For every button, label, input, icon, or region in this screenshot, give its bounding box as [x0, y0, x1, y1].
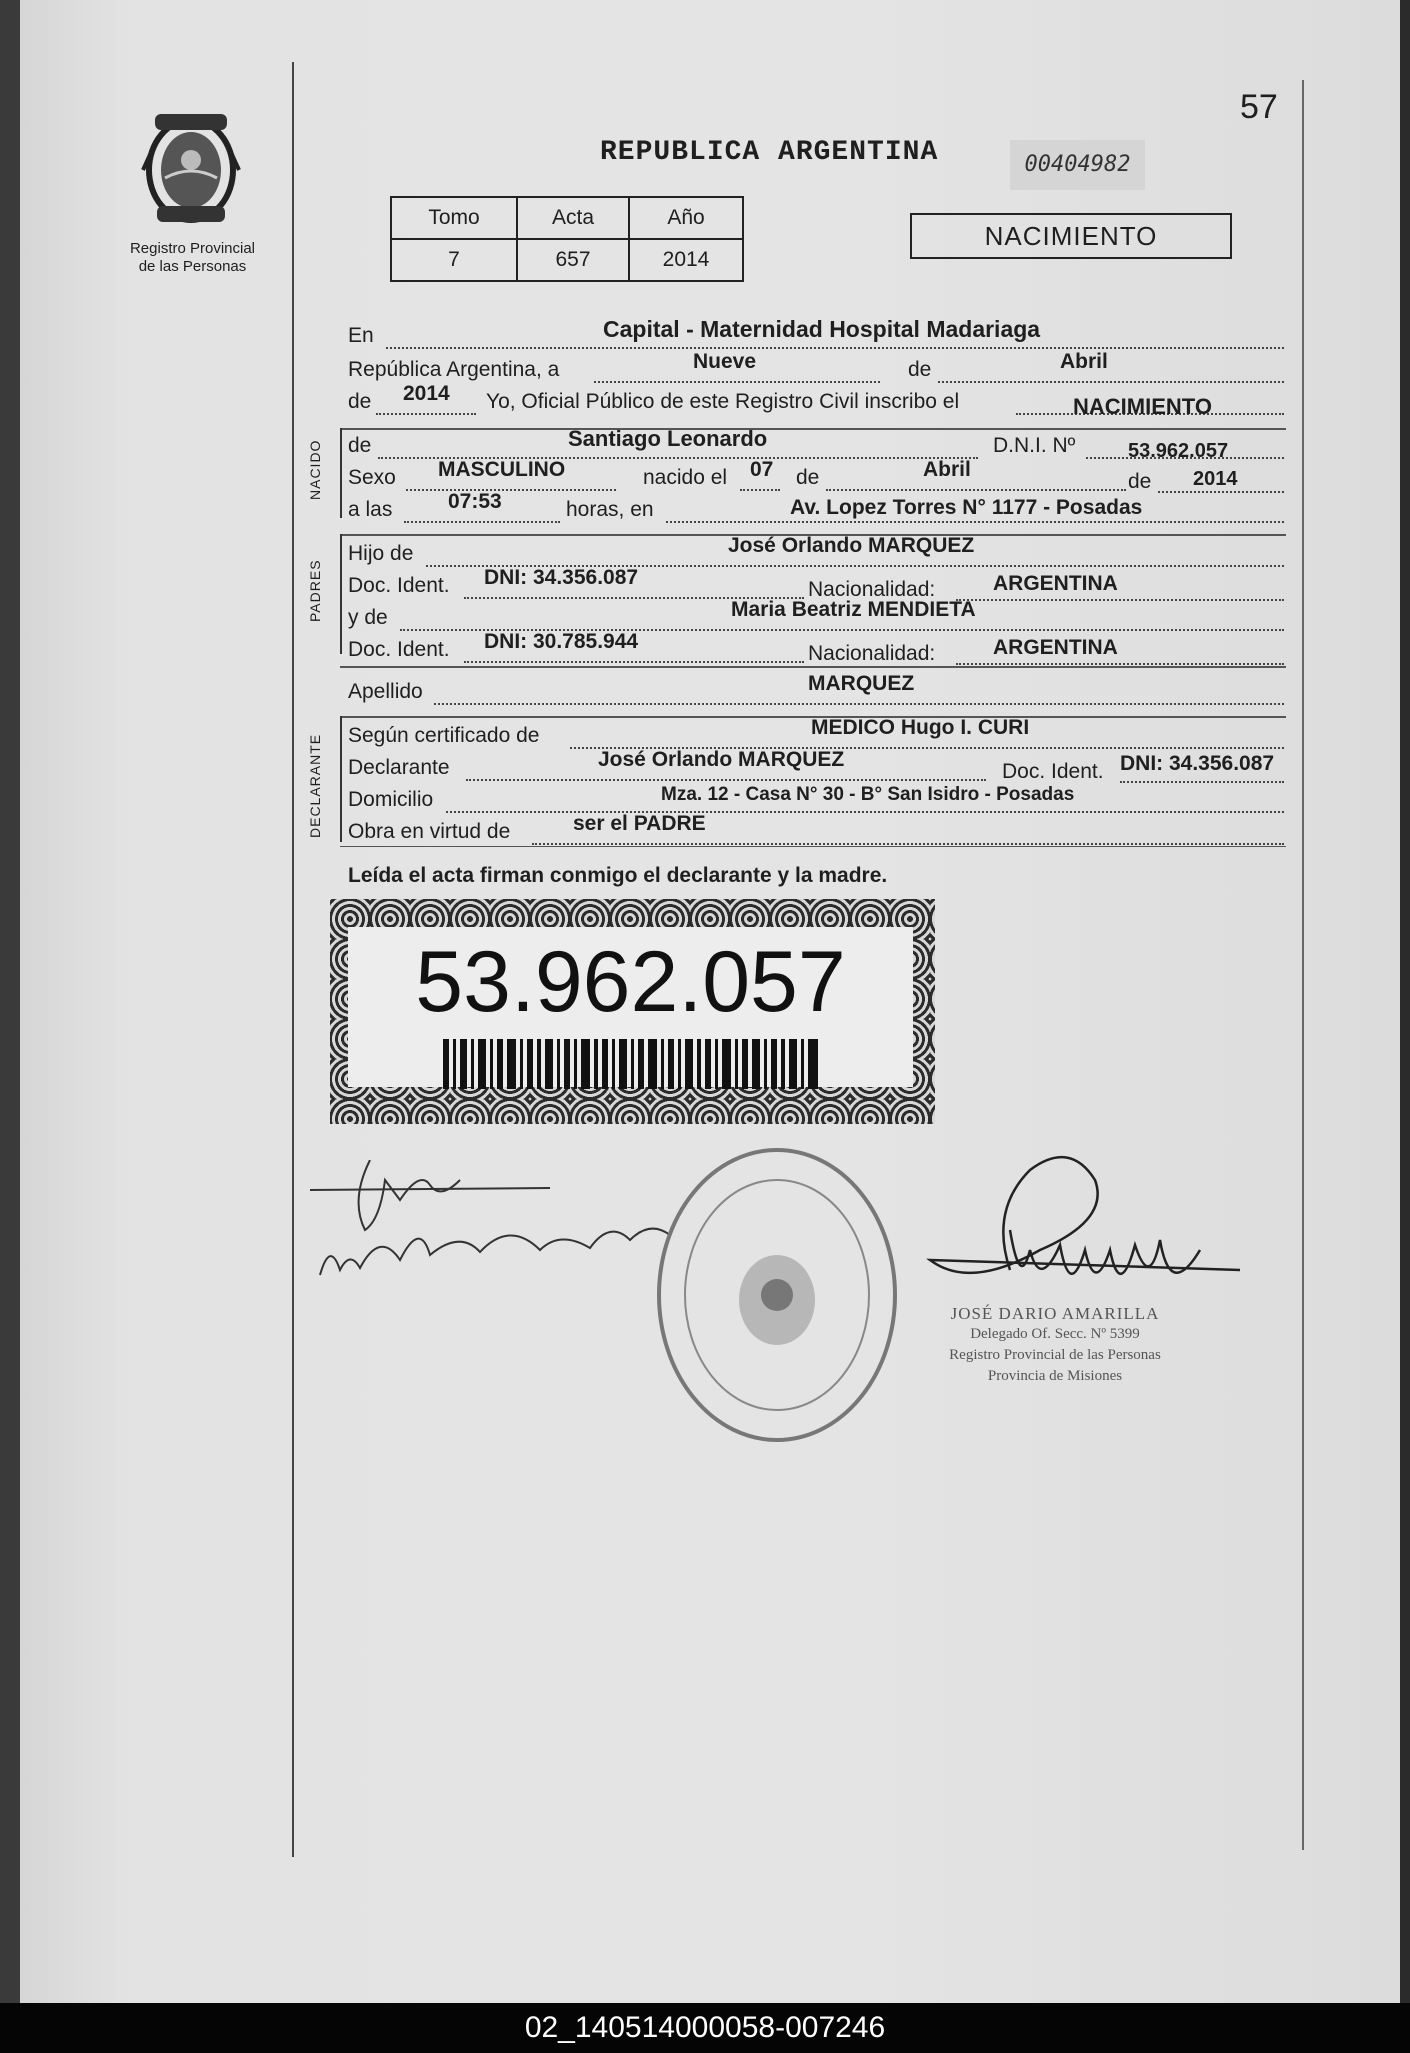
father-nationality: ARGENTINA: [993, 572, 1118, 595]
mother-doc-row: [348, 630, 1284, 668]
year-value: 2014: [403, 382, 450, 405]
registry-line-1: Registro Provincial: [129, 240, 256, 257]
table-cell-ano: 2014: [629, 239, 743, 281]
right-margin-line: [1302, 80, 1304, 1850]
yde-label: y de: [348, 606, 388, 629]
mother-doc: DNI: 30.785.944: [484, 630, 639, 653]
official-name-stamp: [905, 1303, 1205, 1387]
born-label: nacido el: [643, 466, 728, 489]
year-text: Yo, Oficial Público de este Registro Civil inscribo el: [486, 390, 960, 413]
hours-label: horas, en: [566, 498, 654, 521]
born-year: 2014: [1193, 468, 1238, 490]
year-de-label: de: [348, 390, 372, 413]
nacido-bracket: [340, 428, 342, 518]
born-month: Abril: [923, 458, 971, 481]
doc-label: Doc. Ident.: [348, 574, 450, 597]
time-label: a las: [348, 498, 393, 521]
table-header-acta: Acta: [517, 197, 629, 239]
sex-label: Sexo: [348, 466, 396, 489]
official-stamp-icon: [655, 1145, 900, 1445]
domicilio-row: [348, 784, 1284, 818]
serial-number: 00404982: [1010, 140, 1145, 190]
declarante-row: [348, 748, 1284, 786]
mother-name: Maria Beatriz MENDIETA: [731, 598, 976, 621]
place-label: En: [348, 324, 374, 347]
table-header-ano: Año: [629, 197, 743, 239]
nationality-label: Nacionalidad:: [808, 578, 936, 601]
table-cell-tomo: 7: [391, 239, 517, 281]
child-name: Santiago Leonardo: [568, 426, 768, 451]
table-cell-acta: 657: [517, 239, 629, 281]
child-dni: 53.962.057: [1128, 440, 1229, 462]
dni-label: D.N.I. Nº: [993, 434, 1076, 457]
declarante-label: Declarante: [348, 756, 450, 779]
year-record: NACIMIENTO: [1073, 394, 1212, 419]
section-divider: [340, 846, 1286, 847]
tomo-acta-ano-table: [390, 196, 744, 282]
mother-nationality: ARGENTINA: [993, 636, 1118, 659]
date-label: República Argentina, a: [348, 358, 560, 381]
born-de-2: de: [1128, 470, 1152, 493]
domicilio-label: Domicilio: [348, 788, 434, 811]
closing-statement: Leída el acta firman conmigo el declarante y la madre.: [348, 864, 888, 887]
obra-label: Obra en virtud de: [348, 820, 511, 843]
born-day: 07: [750, 458, 774, 481]
date-month: Abril: [1060, 350, 1108, 373]
obra-value: ser el PADRE: [573, 812, 706, 835]
domicilio-value: Mza. 12 - Casa N° 30 - B° San Isidro - Posadas: [661, 784, 1075, 805]
scan-footer-id: 02_140514000058-007246: [0, 2003, 1410, 2053]
date-de-label: de: [908, 358, 932, 381]
scan-edge-right: [1400, 0, 1410, 2003]
padres-bracket: [340, 534, 342, 654]
official-name: JOSÉ DARIO AMARILLA: [950, 1304, 1160, 1323]
dni-barcode-sticker: [330, 899, 935, 1124]
declarante-name: José Orlando MARQUEZ: [598, 748, 845, 771]
cert-value: MEDICO Hugo I. CURI: [811, 716, 1030, 739]
declarante-doc: DNI: 34.356.087: [1120, 752, 1275, 775]
name-label: de: [348, 434, 372, 457]
record-type-box: NACIMIENTO: [910, 213, 1232, 259]
doc-label: Doc. Ident.: [348, 638, 450, 661]
section-label-declarante: DECLARANTE: [307, 733, 323, 838]
barcode-number: 53.962.057: [415, 934, 846, 1030]
cert-label: Según certificado de: [348, 724, 540, 747]
official-title-1: Delegado Of. Secc. Nº 5399: [970, 1326, 1140, 1342]
birth-address: Av. Lopez Torres N° 1177 - Posadas: [790, 496, 1143, 519]
scan-edge-left: [0, 0, 20, 2003]
section-divider: [340, 666, 1286, 668]
declarante-bracket: [340, 716, 342, 842]
place-row: [348, 316, 1284, 354]
father-name: José Orlando MARQUEZ: [728, 534, 975, 557]
child-sex: MASCULINO: [438, 458, 566, 481]
table-header-tomo: Tomo: [391, 197, 517, 239]
place-value: Capital - Maternidad Hospital Madariaga: [603, 316, 1041, 342]
registry-line-2: de las Personas: [138, 258, 247, 275]
declarante-doc-label: Doc. Ident.: [1002, 760, 1104, 783]
official-title-2: Registro Provincial de las Personas: [949, 1347, 1161, 1363]
section-divider: [340, 428, 1286, 430]
handwritten-signature-left: [310, 1160, 680, 1300]
birth-time: 07:53: [448, 490, 502, 513]
barcode-label: [348, 927, 913, 1087]
nationality-label: Nacionalidad:: [808, 642, 936, 665]
page-number: 57: [1240, 88, 1278, 126]
barcode-icon: [443, 1039, 818, 1089]
year-row: [348, 382, 1284, 420]
country-heading: REPUBLICA ARGENTINA: [600, 137, 939, 168]
registry-name: [110, 240, 275, 276]
provincial-seal-icon: [135, 108, 247, 228]
official-title-3: Provincia de Misiones: [987, 1368, 1123, 1384]
born-de-1: de: [796, 466, 820, 489]
apellido-label: Apellido: [348, 680, 423, 703]
hijo-label: Hijo de: [348, 542, 414, 565]
left-margin-line: [292, 62, 294, 1857]
father-doc: DNI: 34.356.087: [484, 566, 639, 589]
apellido-value: MARQUEZ: [808, 672, 915, 695]
apellido-row: [348, 672, 1284, 710]
date-day: Nueve: [693, 350, 757, 373]
date-row: [348, 350, 1284, 388]
time-row: [348, 490, 1284, 528]
section-label-nacido: NACIDO: [307, 439, 323, 500]
section-label-padres: PADRES: [307, 559, 323, 622]
